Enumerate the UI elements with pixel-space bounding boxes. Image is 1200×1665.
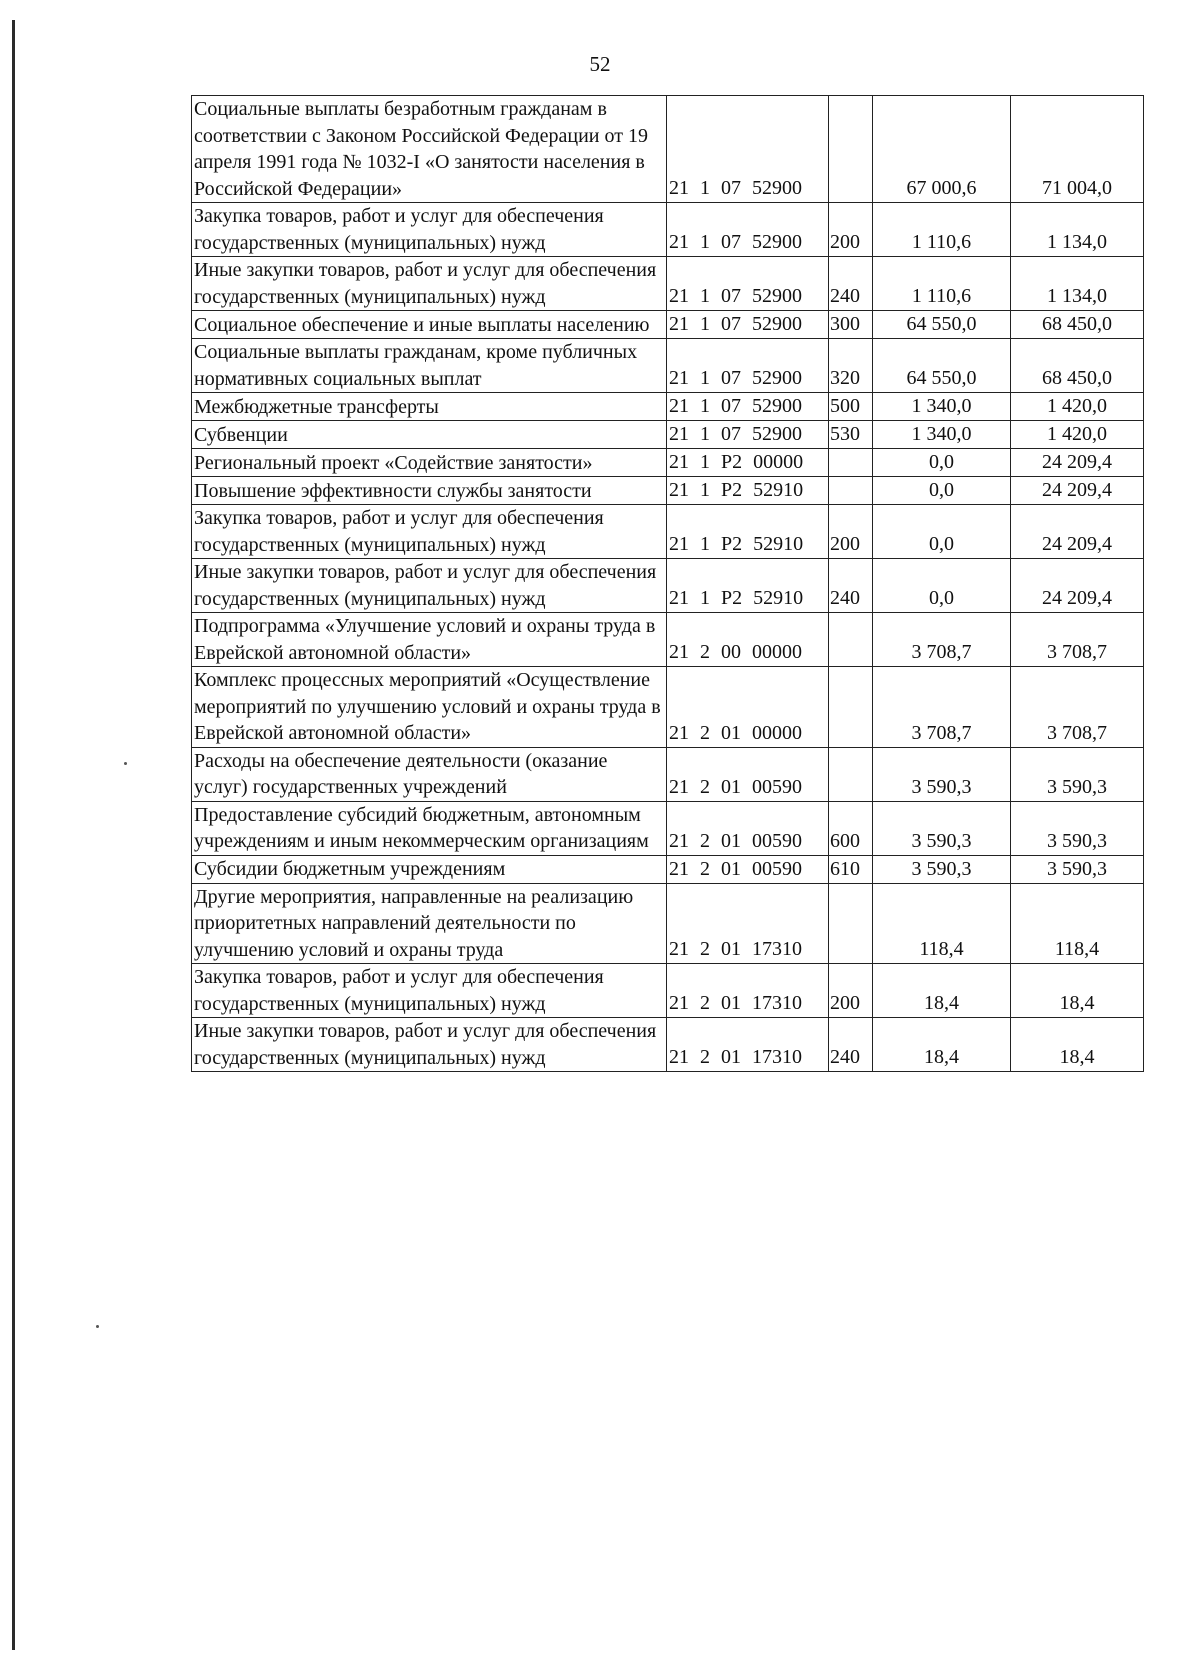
row-amount-second: 3 708,7: [1011, 667, 1144, 748]
table-row: [192, 855, 1144, 883]
table-row: [192, 505, 1144, 559]
row-expense-type: 200: [829, 203, 873, 257]
row-amount-second: 68 450,0: [1011, 339, 1144, 393]
row-name: Закупка товаров, работ и услуг для обеспечения государственных (муниципальных) нужд: [192, 964, 667, 1018]
row-target-code: 21 2 01 17310: [667, 964, 829, 1018]
row-target-code: 21 1 07 52900: [667, 393, 829, 421]
row-expense-type: [829, 613, 873, 667]
row-expense-type: 300: [829, 311, 873, 339]
row-amount-first: 3 590,3: [873, 855, 1011, 883]
row-name: Комплекс процессных мероприятий «Осуществление мероприятий по улучшению условий и охраны труда в Еврейской автономной области»: [192, 667, 667, 748]
row-amount-second: 3 590,3: [1011, 801, 1144, 855]
table-row: [192, 96, 1144, 203]
row-target-code: 21 2 00 00000: [667, 613, 829, 667]
table-row: [192, 1018, 1144, 1072]
row-expense-type: [829, 883, 873, 964]
row-expense-type: 610: [829, 855, 873, 883]
row-expense-type: 240: [829, 1018, 873, 1072]
row-target-code: 21 1 07 52900: [667, 96, 829, 203]
row-expense-type: [829, 477, 873, 505]
scan-speck: [96, 1325, 99, 1328]
row-target-code: 21 2 01 00590: [667, 747, 829, 801]
table-row: [192, 203, 1144, 257]
row-expense-type: [829, 96, 873, 203]
row-amount-first: 0,0: [873, 477, 1011, 505]
row-name: Социальное обеспечение и иные выплаты населению: [192, 311, 667, 339]
row-target-code: 21 1 07 52900: [667, 339, 829, 393]
row-amount-first: 1 340,0: [873, 393, 1011, 421]
table-row: [192, 801, 1144, 855]
table-row: [192, 393, 1144, 421]
row-name: Иные закупки товаров, работ и услуг для обеспечения государственных (муниципальных) нужд: [192, 559, 667, 613]
table-row: [192, 559, 1144, 613]
row-amount-first: 0,0: [873, 559, 1011, 613]
row-amount-first: 64 550,0: [873, 339, 1011, 393]
row-amount-second: 24 209,4: [1011, 449, 1144, 477]
table-row: [192, 339, 1144, 393]
row-expense-type: [829, 747, 873, 801]
table-row: [192, 421, 1144, 449]
row-amount-second: 68 450,0: [1011, 311, 1144, 339]
row-name: Закупка товаров, работ и услуг для обеспечения государственных (муниципальных) нужд: [192, 203, 667, 257]
row-target-code: 21 1 P2 52910: [667, 505, 829, 559]
row-target-code: 21 1 P2 00000: [667, 449, 829, 477]
row-target-code: 21 1 P2 52910: [667, 559, 829, 613]
row-amount-first: 18,4: [873, 964, 1011, 1018]
table-row: [192, 257, 1144, 311]
row-expense-type: 600: [829, 801, 873, 855]
row-expense-type: 200: [829, 505, 873, 559]
row-amount-second: 24 209,4: [1011, 505, 1144, 559]
table-row: [192, 883, 1144, 964]
row-amount-first: 3 708,7: [873, 613, 1011, 667]
scan-speck: [124, 762, 127, 765]
table-row: [192, 747, 1144, 801]
row-amount-second: 3 590,3: [1011, 747, 1144, 801]
row-expense-type: 320: [829, 339, 873, 393]
row-name: Повышение эффективности службы занятости: [192, 477, 667, 505]
row-name: Иные закупки товаров, работ и услуг для обеспечения государственных (муниципальных) нужд: [192, 1018, 667, 1072]
row-amount-second: 1 134,0: [1011, 203, 1144, 257]
row-amount-first: 0,0: [873, 505, 1011, 559]
row-amount-second: 1 420,0: [1011, 421, 1144, 449]
row-expense-type: [829, 449, 873, 477]
row-expense-type: 200: [829, 964, 873, 1018]
row-amount-first: 1 110,6: [873, 203, 1011, 257]
row-amount-second: 18,4: [1011, 964, 1144, 1018]
row-amount-first: 3 590,3: [873, 801, 1011, 855]
row-name: Предоставление субсидий бюджетным, автономным учреждениям и иным некоммерческим организациям: [192, 801, 667, 855]
row-name: Региональный проект «Содействие занятости»: [192, 449, 667, 477]
row-amount-second: 71 004,0: [1011, 96, 1144, 203]
row-expense-type: 530: [829, 421, 873, 449]
row-expense-type: [829, 667, 873, 748]
row-target-code: 21 1 07 52900: [667, 421, 829, 449]
row-amount-first: 3 590,3: [873, 747, 1011, 801]
row-expense-type: 500: [829, 393, 873, 421]
row-amount-second: 3 590,3: [1011, 855, 1144, 883]
row-amount-second: 24 209,4: [1011, 477, 1144, 505]
row-name: Социальные выплаты гражданам, кроме публичных нормативных социальных выплат: [192, 339, 667, 393]
table-row: [192, 964, 1144, 1018]
row-amount-first: 3 708,7: [873, 667, 1011, 748]
row-amount-first: 0,0: [873, 449, 1011, 477]
row-amount-second: 3 708,7: [1011, 613, 1144, 667]
row-target-code: 21 2 01 00590: [667, 801, 829, 855]
row-amount-first: 1 110,6: [873, 257, 1011, 311]
row-name: Социальные выплаты безработным гражданам в соответствии с Законом Российской Федерации от 19 апреля 1991 года № 1032-I «О занятости населения в Российской Федерации»: [192, 96, 667, 203]
row-name: Субвенции: [192, 421, 667, 449]
row-amount-second: 1 134,0: [1011, 257, 1144, 311]
row-target-code: 21 1 07 52900: [667, 203, 829, 257]
row-amount-second: 118,4: [1011, 883, 1144, 964]
budget-table: [191, 95, 1144, 1072]
row-target-code: 21 1 07 52900: [667, 311, 829, 339]
row-name: Подпрограмма «Улучшение условий и охраны труда в Еврейской автономной области»: [192, 613, 667, 667]
row-target-code: 21 2 01 17310: [667, 883, 829, 964]
page-binding-edge: [12, 20, 15, 1650]
row-name: Субсидии бюджетным учреждениям: [192, 855, 667, 883]
row-target-code: 21 1 P2 52910: [667, 477, 829, 505]
row-amount-second: 18,4: [1011, 1018, 1144, 1072]
row-target-code: 21 2 01 17310: [667, 1018, 829, 1072]
table-row: [192, 613, 1144, 667]
table-row: [192, 449, 1144, 477]
page-number: 52: [589, 52, 611, 76]
table-row: [192, 477, 1144, 505]
row-target-code: 21 2 01 00000: [667, 667, 829, 748]
row-amount-first: 1 340,0: [873, 421, 1011, 449]
row-target-code: 21 2 01 00590: [667, 855, 829, 883]
row-amount-second: 24 209,4: [1011, 559, 1144, 613]
row-name: Другие мероприятия, направленные на реализацию приоритетных направлений деятельности по улучшению условий и охраны труда: [192, 883, 667, 964]
row-amount-first: 18,4: [873, 1018, 1011, 1072]
budget-table-body: [192, 96, 1144, 1072]
row-expense-type: 240: [829, 257, 873, 311]
table-row: [192, 667, 1144, 748]
row-target-code: 21 1 07 52900: [667, 257, 829, 311]
table-row: [192, 311, 1144, 339]
row-amount-first: 118,4: [873, 883, 1011, 964]
row-name: Закупка товаров, работ и услуг для обеспечения государственных (муниципальных) нужд: [192, 505, 667, 559]
row-amount-first: 64 550,0: [873, 311, 1011, 339]
row-expense-type: 240: [829, 559, 873, 613]
row-amount-second: 1 420,0: [1011, 393, 1144, 421]
row-name: Межбюджетные трансферты: [192, 393, 667, 421]
row-name: Расходы на обеспечение деятельности (оказание услуг) государственных учреждений: [192, 747, 667, 801]
row-name: Иные закупки товаров, работ и услуг для обеспечения государственных (муниципальных) нужд: [192, 257, 667, 311]
row-amount-first: 67 000,6: [873, 96, 1011, 203]
